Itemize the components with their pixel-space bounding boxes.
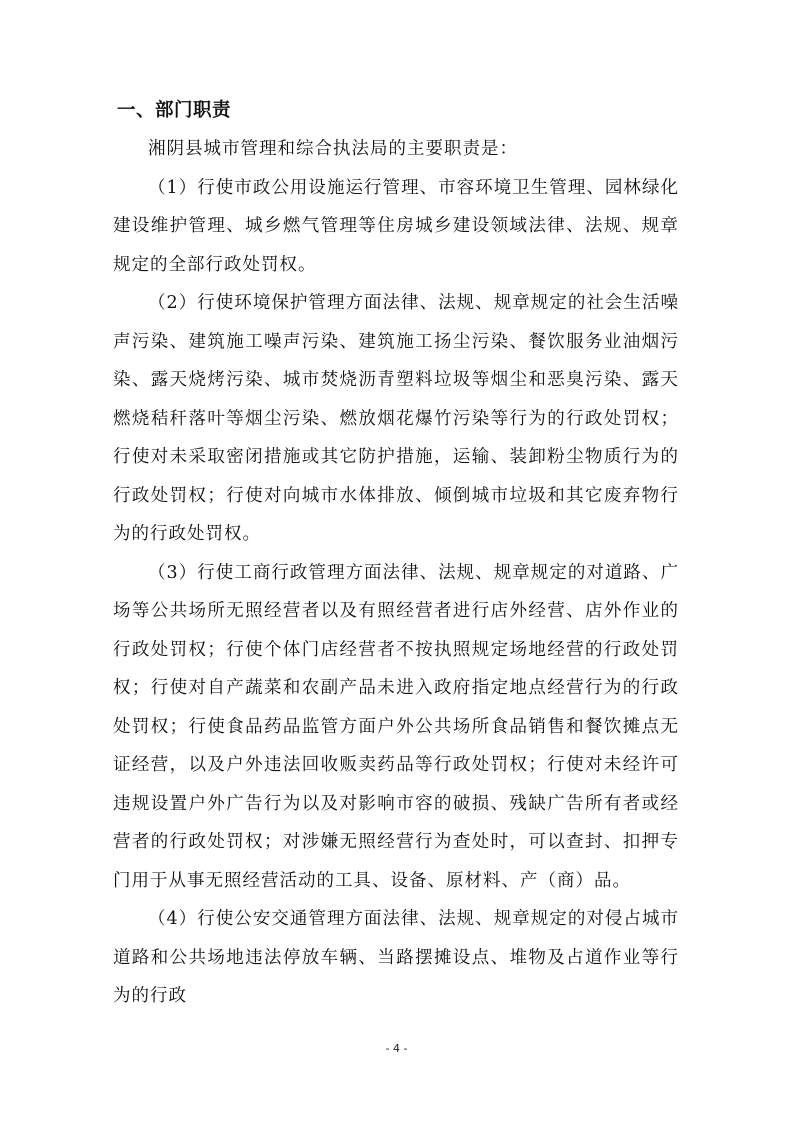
- page-number: - 4 -: [385, 1042, 408, 1055]
- paragraph-3: （3）行使工商行政管理方面法律、法规、规章规定的对道路、广场等公共场所无照经营者以及有照经营者进行店外经营、店外作业的行政处罚权；行使个体门店经营者不按执照规定场地经营的行政处罚权；行使对自产蔬菜和农副产品未进入政府指定地点经营行为的行政处罚权；行使食品药品监管方面户外公共场所食品销售和餐饮摊点无证经营，以及户外违法回收贩卖药品等行政处罚权；行使对未经许可违规设置户外广告行为以及对影响市容的破损、残缺广告所有者或经营者的行政处罚权；对涉嫌无照经营行为查处时，可以查封、扣押专门用于从事无照经营活动的工具、设备、原材料、产（商）品。: [113, 562, 679, 891]
- paragraph-1: （1）行使市政公用设施运行管理、市容环境卫生管理、园林绿化建设维护管理、城乡燃气管理等住房城乡建设领域法律、法规、规章规定的全部行政处罚权。: [113, 177, 679, 275]
- intro-paragraph: 湘阴县城市管理和综合执法局的主要职责是：: [148, 139, 518, 159]
- paragraph-4: （4）行使公安交通管理方面法律、法规、规章规定的对侵占城市道路和公共场地违法停放车辆、当路摆摊设点、堆物及占道作业等行为的行政: [113, 909, 679, 1006]
- paragraph-2: （2）行使环境保护管理方面法律、法规、规章规定的社会生活噪声污染、建筑施工噪声污染、建筑施工扬尘污染、餐饮服务业油烟污染、露天烧烤污染、城市焚烧沥青塑料垃圾等烟尘和恶臭污染、露天燃烧秸秆落叶等烟尘污染、燃放烟花爆竹污染等行为的行政处罚权；行使对未采取密闭措施或其它防护措施，运输、装卸粉尘物质行为的行政处罚权；行使对向城市水体排放、倾倒城市垃圾和其它废弃物行为的行政处罚权。: [113, 293, 679, 544]
- document-body: [113, 92, 679, 1016]
- section-heading: 一、部门职责: [117, 100, 232, 121]
